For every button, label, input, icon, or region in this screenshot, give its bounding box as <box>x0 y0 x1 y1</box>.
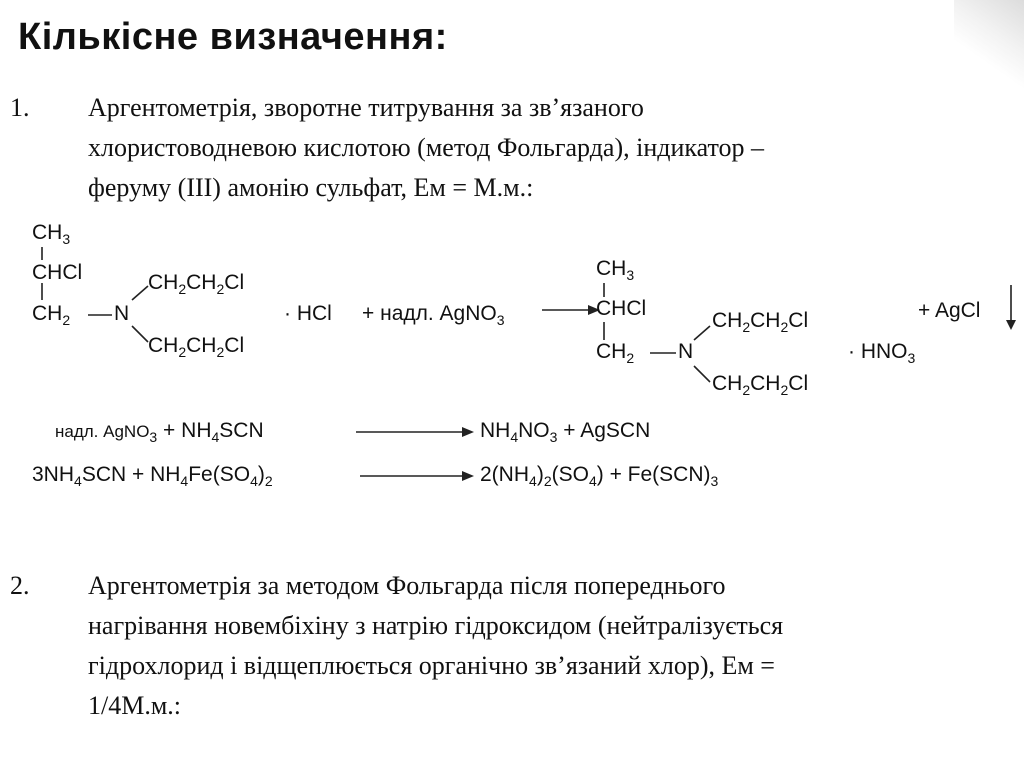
list-item-1-line-2: хлористоводневою кислотою (метод Фольгарда), індикатор – <box>88 133 765 162</box>
list-item-2-line-3: гідрохлорид і відщеплюється органічно зв’язаний хлор), Ем = <box>88 651 775 680</box>
chem-right-n: N <box>678 340 694 363</box>
chem-left-arm-bottom: $CH_2CH_2Cl$ <box>148 334 245 360</box>
chem-left-chcl: CHCl <box>32 261 83 284</box>
chem-right-chcl: CHCl <box>596 297 647 320</box>
chem-right-ch2: $CH_2$ <box>596 340 635 366</box>
list-item-1-line-3: феруму (III) амонію сульфат, Ем = М.м.: <box>88 173 534 202</box>
chem-reaction2-right: $NH_4NO_3$ + AgSCN <box>480 419 651 445</box>
chem-reagent-agno3: + надл. AgNO$_3$ <box>362 302 505 328</box>
chem-hno3: · $HNO_3$ <box>848 340 916 366</box>
slide-title: Кількісне визначення: <box>18 16 448 58</box>
list-item-2-number: 2. <box>10 571 30 600</box>
chem-left-arm-top: $CH_2CH_2Cl$ <box>148 271 245 297</box>
chem-left-n: N <box>114 302 130 325</box>
list-item-2-line-2: нагрівання новембіхіну з натрію гідроксидом (нейтралізується <box>88 611 784 640</box>
chem-hcl: · HCl <box>284 302 332 325</box>
list-item-2 <box>0 568 1024 728</box>
chem-left-ch3: $CH_3$ <box>32 221 71 247</box>
chem-reaction2-left: надл. AgNO$_3$ + $NH_4SCN$ <box>55 419 264 445</box>
chem-reaction3-left: $3NH_4SCN + NH_4Fe(SO_4)_2$ <box>32 463 273 489</box>
chem-agcl: + AgCl <box>918 299 981 322</box>
list-item-2-line-1: Аргентометрія за методом Фольгарда після попереднього <box>88 571 726 600</box>
chem-right-ch3: $CH_3$ <box>596 257 635 283</box>
list-item-1-line-1: Аргентометрія, зворотне титрування за зв’язаного <box>88 93 644 122</box>
chem-reaction3-right: $2(NH_4)_2(SO_4) + Fe(SCN)_3$ <box>480 463 719 489</box>
chem-right-arm-top: $CH_2CH_2Cl$ <box>712 309 809 335</box>
chem-right-arm-bottom: $CH_2CH_2Cl$ <box>712 372 809 398</box>
list-item-1-number: 1. <box>10 93 30 122</box>
chem-left-ch2: $CH_2$ <box>32 302 71 328</box>
list-item-2-line-4: 1/4М.м.: <box>88 691 182 720</box>
